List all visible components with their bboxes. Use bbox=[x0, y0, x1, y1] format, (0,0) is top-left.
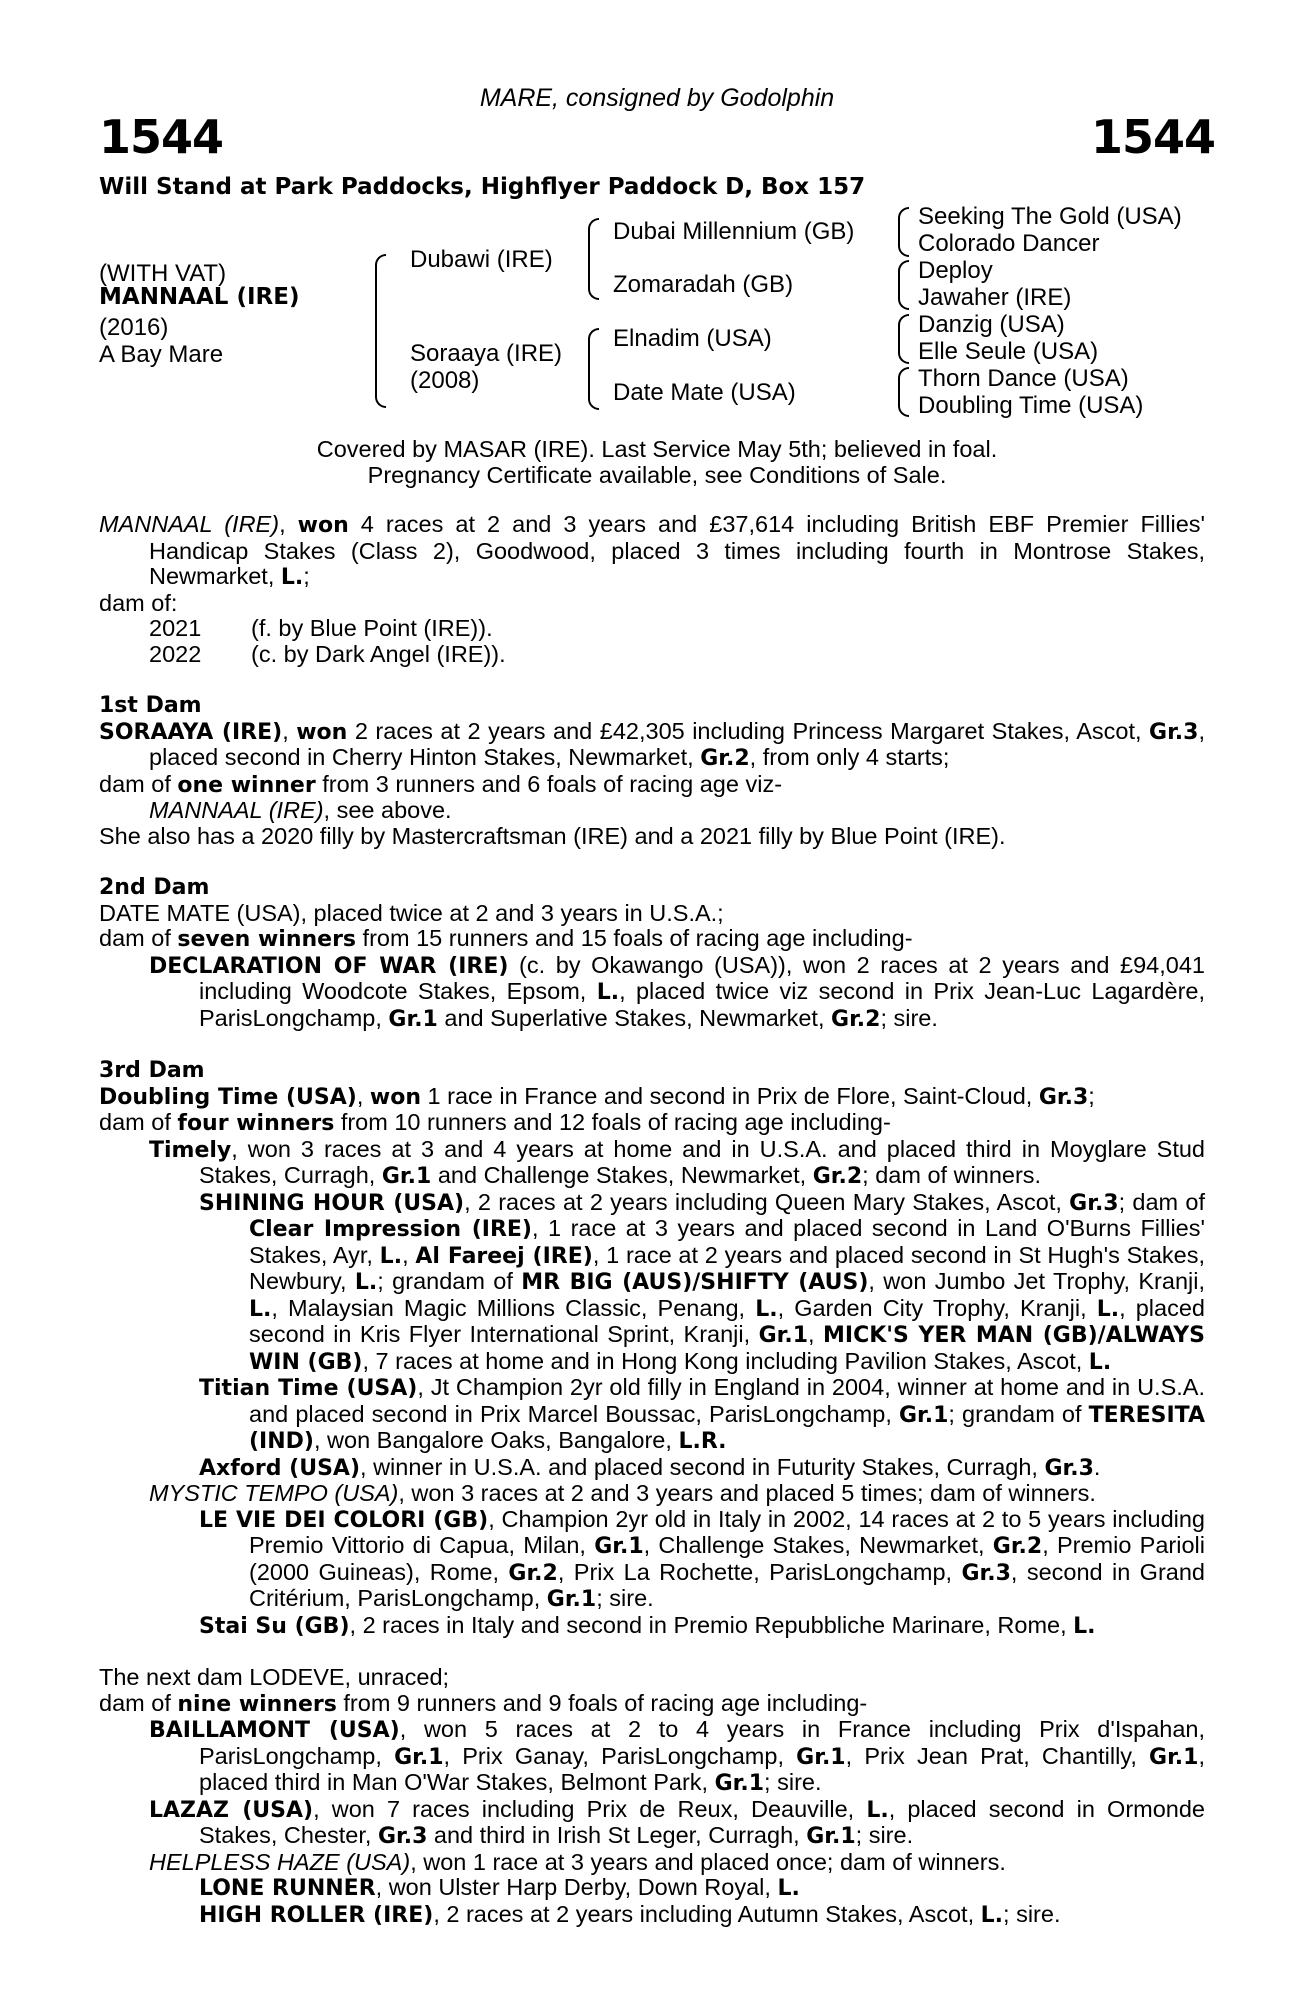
group-label: Gr.1 bbox=[381, 1164, 432, 1189]
record-text: , Premio Parioli (2000 Guineas), Rome, bbox=[249, 1532, 1205, 1585]
record-text: , won Ulster Harp Derby, Down Royal, bbox=[375, 1874, 778, 1900]
produce-name: Axford (USA) bbox=[199, 1455, 361, 1481]
listed-label: L. bbox=[866, 1797, 889, 1823]
produce-titian-time bbox=[99, 1375, 1205, 1455]
listed-label: L. bbox=[980, 1902, 1004, 1928]
second-dam-produce bbox=[99, 953, 1205, 1033]
damof-text: dam of bbox=[99, 925, 178, 951]
group-label: Gr.3 bbox=[1044, 1455, 1094, 1481]
lot-number-left: 1544 bbox=[99, 110, 224, 164]
produce-baillamont bbox=[99, 1717, 1205, 1797]
record-text: ; grandam of bbox=[948, 1400, 1089, 1427]
group-label: Gr.2 bbox=[992, 1534, 1043, 1559]
record-text: , Malaysian Magic Millions Classic, Penang, bbox=[271, 1294, 756, 1321]
produce-name: DECLARATION OF WAR (IRE) bbox=[149, 953, 509, 979]
produce-name: Timely bbox=[149, 1137, 232, 1163]
produce-dam-of: dam of: bbox=[99, 589, 178, 616]
group-label: Gr.3 bbox=[961, 1560, 1011, 1586]
ds-brace bbox=[898, 314, 909, 364]
record-text: , won 3 races at 3 and 4 years at home and in U.S.A. and placed third in Moyglare Stud Stakes, Curragh, bbox=[199, 1135, 1205, 1188]
produce-foal-row bbox=[99, 642, 1205, 668]
record-text: , won 7 races including Prix de Reux, Deauville, bbox=[313, 1795, 867, 1822]
dd-brace bbox=[898, 367, 909, 417]
record-text: ; dam of winners. bbox=[862, 1162, 1042, 1188]
group-label: Gr.3 bbox=[1038, 1084, 1089, 1110]
pregnancy-line: Pregnancy Certificate available, see Conditions of Sale. bbox=[367, 462, 947, 488]
winners-count: seven winners bbox=[177, 927, 357, 952]
produce-timely bbox=[99, 1137, 1205, 1190]
record-text: , Champion 2yr old in Italy in 2002, 14 races at 2 to 5 years including Premio Vittorio di Capua, Milan, bbox=[249, 1505, 1205, 1558]
foal-year: 2021 bbox=[149, 615, 202, 641]
third-dam-record: Doubling Time (USA), won 1 race in France and second in Prix de Flore, Saint-Cloud, Gr.3; bbox=[99, 1082, 1095, 1110]
vat-note: (WITH VAT) bbox=[99, 260, 227, 287]
record-text: . bbox=[1093, 1453, 1101, 1480]
dam-name: Soraaya (IRE) bbox=[410, 340, 563, 367]
damof-text: from 10 runners and 12 foals of racing age including- bbox=[334, 1109, 891, 1135]
group-label: Gr.2 bbox=[508, 1560, 558, 1586]
first-dam-heading: 1st Dam bbox=[99, 693, 202, 718]
record-text: 1 race in France and second in Prix de Flore, Saint-Cloud, bbox=[421, 1082, 1039, 1109]
record-text: , won Jumbo Jet Trophy, Kranji, bbox=[868, 1268, 1205, 1294]
won-label: won bbox=[296, 719, 348, 745]
record-text: ; grandam of bbox=[377, 1268, 522, 1294]
next-dam-record: The next dam LODEVE, unraced; bbox=[99, 1664, 450, 1690]
listed-label: L. bbox=[354, 1270, 378, 1295]
record-text: , 2 races in Italy and second in Premio Repubbliche Marinare, Rome, bbox=[349, 1611, 1074, 1638]
won-label: won bbox=[297, 513, 349, 538]
group-label: Gr.1 bbox=[546, 1587, 597, 1612]
foal-year: 2022 bbox=[149, 640, 202, 667]
record-text: (c. by Okawango (USA)), won 2 races at 2 years and £94,041 including Woodcote Stakes, Epsom, bbox=[199, 951, 1205, 1004]
produce-name: Stai Su (GB) bbox=[199, 1613, 350, 1639]
produce-le-vie-dei-colori bbox=[99, 1507, 1205, 1613]
produce-name: TERESITA (IND) bbox=[249, 1402, 1205, 1454]
listed-label: L. bbox=[755, 1296, 778, 1322]
produce-high-roller bbox=[99, 1902, 1205, 1929]
record-text: ; bbox=[1088, 1082, 1095, 1109]
ss-sire: Seeking The Gold (USA) bbox=[918, 203, 1182, 230]
record-text: , Jt Champion 2yr old filly in England in 2004, winner at home and in U.S.A. and placed second in Prix Marcel Boussac, ParisLongchamp, bbox=[249, 1374, 1205, 1427]
produce-name: LAZAZ (USA) bbox=[149, 1797, 314, 1823]
dam-dam: Date Mate (USA) bbox=[613, 379, 796, 406]
pedigree-brace-main bbox=[375, 254, 386, 408]
next-dam-damof bbox=[99, 1691, 1205, 1718]
listed-label: L. bbox=[379, 1243, 403, 1269]
group-label: Gr.1 bbox=[796, 1744, 846, 1770]
group-label: Gr.1 bbox=[714, 1771, 765, 1796]
damof-text: from 3 runners and 6 foals of racing age viz- bbox=[315, 770, 783, 797]
record-text: ; sire. bbox=[1003, 1900, 1061, 1927]
group-label: Gr.2 bbox=[700, 746, 750, 771]
produce-name: HIGH ROLLER (IRE) bbox=[199, 1902, 434, 1928]
record-text: , bbox=[808, 1321, 823, 1347]
sd-brace bbox=[898, 260, 909, 310]
produce-name: MYSTIC TEMPO (USA) bbox=[149, 1480, 399, 1506]
second-dam-damof bbox=[99, 926, 1205, 953]
produce-lazaz bbox=[99, 1797, 1205, 1850]
produce-axford bbox=[99, 1455, 1205, 1482]
produce-name: Titian Time (USA) bbox=[199, 1376, 418, 1401]
sire-brace bbox=[588, 218, 599, 300]
first-dam-damof bbox=[99, 772, 1205, 799]
group-label: Gr.1 bbox=[394, 1744, 444, 1770]
third-dam-name: Doubling Time (USA) bbox=[99, 1084, 357, 1110]
damof-text: dam of bbox=[99, 1109, 178, 1135]
listed-label: L. bbox=[777, 1876, 800, 1901]
group-label: Gr.3 bbox=[1069, 1190, 1119, 1216]
damof-text: dam of bbox=[99, 770, 178, 797]
record-text: , from only 4 starts; bbox=[749, 744, 950, 770]
damof-text: dam of bbox=[99, 1689, 178, 1716]
sire-sire: Dubai Millennium (GB) bbox=[613, 218, 855, 245]
horse-year: (2016) bbox=[99, 314, 169, 341]
produce-helpless-haze bbox=[99, 1850, 1205, 1876]
third-dam-damof bbox=[99, 1110, 1205, 1137]
group-label: Gr.2 bbox=[831, 1006, 881, 1032]
dd-sire: Thorn Dance (USA) bbox=[918, 365, 1129, 392]
record-text: , placed second in Cherry Hinton Stakes, Newmarket, bbox=[149, 717, 1205, 770]
record-text: , 7 races at home and in Hong Kong including Pavilion Stakes, Ascot, bbox=[362, 1347, 1089, 1374]
first-dam-produce bbox=[99, 798, 1205, 824]
listed-label: L. bbox=[249, 1296, 272, 1322]
second-dam-heading: 2nd Dam bbox=[99, 875, 210, 900]
first-dam-also: She also has a 2020 filly by Mastercraftsman (IRE) and a 2021 filly by Blue Point (IRE). bbox=[99, 822, 1006, 849]
produce-text: 4 races at 2 and 3 years and £37,614 including British EBF Premier Fillies' Handicap Stakes (Class 2), Goodwood, placed 3 times including fourth in Montrose Stakes, Newmarket, bbox=[149, 511, 1205, 589]
group-label: Gr.1 bbox=[806, 1824, 856, 1849]
record-text: , won 3 races at 2 and 3 years and placed 5 times; dam of winners. bbox=[398, 1480, 1096, 1506]
group-label: Gr.1 bbox=[1149, 1744, 1199, 1770]
record-text: ; sire. bbox=[596, 1585, 654, 1611]
record-text: and Superlative Stakes, Newmarket, bbox=[437, 1004, 832, 1031]
produce-name: HELPLESS HAZE (USA) bbox=[149, 1848, 411, 1875]
record-text: , winner in U.S.A. and placed second in Futurity Stakes, Curragh, bbox=[360, 1453, 1045, 1480]
dam-brace bbox=[588, 328, 599, 410]
record-text: , Prix Jean Prat, Chantilly, bbox=[845, 1742, 1150, 1769]
damof-text: from 15 runners and 15 foals of racing age including- bbox=[356, 925, 913, 951]
listed-label: L.R. bbox=[678, 1429, 727, 1454]
horse-name: MANNAAL (IRE) bbox=[99, 284, 300, 310]
produce-name: SHINING HOUR (USA) bbox=[199, 1190, 465, 1216]
won-label: won bbox=[369, 1084, 422, 1110]
dd-dam: Doubling Time (USA) bbox=[918, 392, 1144, 419]
record-text: ; sire. bbox=[764, 1769, 822, 1795]
ss-brace bbox=[898, 207, 909, 257]
record-text: , 1 race at 2 years and placed second in St Hugh's Stakes, Newbury, bbox=[249, 1241, 1205, 1294]
listed-label: L. bbox=[280, 565, 304, 590]
record-text: , won Bangalore Oaks, Bangalore, bbox=[313, 1427, 679, 1453]
see-above: , see above. bbox=[323, 797, 452, 823]
record-text: , 2 races at 2 years including Queen Mary Stakes, Ascot, bbox=[464, 1188, 1070, 1215]
record-text: , won 5 races at 2 to 4 years in France including Prix d'Ispahan, ParisLongchamp, bbox=[199, 1716, 1206, 1769]
record-text: and third in Irish St Leger, Curragh, bbox=[427, 1822, 807, 1848]
produce-text-end: ; bbox=[303, 563, 310, 589]
record-text: , second in Grand Critérium, ParisLongchamp, bbox=[249, 1558, 1205, 1611]
first-dam-record: SORAAYA (IRE), won 2 races at 2 years and £42,305 including Princess Margaret Stakes, Ascot, Gr.3, placed second in Cherry Hinton Stakes, Newmarket, Gr.2, from only 4 starts; bbox=[99, 717, 1205, 771]
produce-name: LE VIE DEI COLORI (GB) bbox=[199, 1507, 489, 1533]
record-text: , 1 race at 3 years and placed second in Land O'Burns Fillies' Stakes, Ayr, bbox=[249, 1215, 1205, 1268]
third-dam-heading: 3rd Dam bbox=[99, 1058, 205, 1083]
covered-line: Covered by MASAR (IRE). Last Service May 5th; believed in foal. bbox=[316, 436, 998, 462]
record-text: ; dam of bbox=[1118, 1188, 1205, 1215]
group-label: Gr.2 bbox=[812, 1164, 863, 1189]
sd-sire: Deploy bbox=[918, 257, 993, 284]
group-label: Gr.1 bbox=[594, 1534, 644, 1559]
produce-name: Al Fareej (IRE) bbox=[415, 1243, 593, 1269]
ds-sire: Danzig (USA) bbox=[918, 311, 1065, 338]
horse-description: A Bay Mare bbox=[99, 341, 224, 368]
record-text: , Prix Ganay, ParisLongchamp, bbox=[443, 1742, 797, 1769]
dam-year: (2008) bbox=[410, 367, 480, 394]
listed-label: L. bbox=[1088, 1349, 1112, 1375]
winners-count: four winners bbox=[177, 1111, 335, 1136]
first-dam-name: SORAAYA (IRE) bbox=[99, 719, 283, 745]
catalogue-body bbox=[99, 512, 1205, 1928]
dam-sire: Elnadim (USA) bbox=[613, 325, 772, 352]
stand-location: Will Stand at Park Paddocks, Highflyer Paddock D, Box 157 bbox=[99, 174, 866, 200]
listed-label: L. bbox=[1073, 1613, 1096, 1639]
produce-name: MANNAAL (IRE) bbox=[149, 797, 324, 823]
group-label: Gr.1 bbox=[388, 1006, 438, 1032]
record-text: , Challenge Stakes, Newmarket, bbox=[643, 1532, 993, 1558]
foal-detail: (f. by Blue Point (IRE)). bbox=[251, 615, 493, 641]
produce-name: BAILLAMONT (USA) bbox=[149, 1718, 400, 1743]
winners-count: nine winners bbox=[177, 1691, 337, 1717]
consignor-line: MARE, consigned by Godolphin bbox=[479, 84, 835, 112]
damof-text: from 9 runners and 9 foals of racing age including- bbox=[336, 1689, 868, 1716]
listed-label: L. bbox=[596, 980, 620, 1005]
group-label: Gr.3 bbox=[1149, 719, 1199, 745]
record-text: , won 1 race at 3 years and placed once; dam of winners. bbox=[410, 1848, 1006, 1875]
record-text: , placed third in Man O'War Stakes, Belmont Park, bbox=[199, 1742, 1205, 1795]
produce-record: MANNAAL (IRE), won 4 races at 2 and 3 years and £37,614 including British EBF Premier Fillies' Handicap Stakes (Class 2), Goodwood, placed 3 times including fourth in Montrose Stakes, Newmarket, L.; bbox=[99, 511, 1205, 590]
record-text: 2 races at 2 years and £42,305 including Princess Margaret Stakes, Ascot, bbox=[347, 717, 1150, 744]
produce-foal-row bbox=[99, 616, 1205, 642]
produce-name: MICK'S YER MAN (GB)/ALWAYS WIN (GB) bbox=[249, 1323, 1206, 1375]
produce-shining-hour bbox=[99, 1190, 1205, 1376]
record-text: ; sire. bbox=[855, 1822, 914, 1848]
second-dam-record: DATE MATE (USA), placed twice at 2 and 3 years in U.S.A.; bbox=[99, 899, 724, 926]
group-label: Gr.1 bbox=[758, 1323, 809, 1348]
record-text: ; sire. bbox=[880, 1004, 938, 1031]
sire-name: Dubawi (IRE) bbox=[410, 246, 553, 273]
lot-number-right: 1544 bbox=[1090, 110, 1215, 164]
produce-name: LONE RUNNER bbox=[199, 1876, 376, 1901]
ss-dam: Colorado Dancer bbox=[918, 230, 1100, 257]
record-text: , placed second in Ormonde Stakes, Chester, bbox=[199, 1795, 1205, 1848]
record-text: , Garden City Trophy, Kranji, bbox=[777, 1294, 1097, 1321]
produce-name: Clear Impression (IRE) bbox=[249, 1217, 532, 1242]
record-text: and Challenge Stakes, Newmarket, bbox=[431, 1162, 813, 1188]
produce-lone-runner bbox=[99, 1875, 1205, 1902]
foal-detail: (c. by Dark Angel (IRE)). bbox=[251, 640, 506, 667]
record-text: , 2 races at 2 years including Autumn Stakes, Ascot, bbox=[433, 1900, 981, 1927]
record-text: , placed second in Kris Flyer International Sprint, Kranji, bbox=[249, 1294, 1205, 1347]
listed-label: L. bbox=[1096, 1296, 1120, 1322]
produce-mystic-tempo bbox=[99, 1481, 1205, 1507]
produce-stai-su bbox=[99, 1613, 1205, 1640]
group-label: Gr.1 bbox=[898, 1402, 949, 1428]
record-text: , bbox=[402, 1241, 416, 1268]
record-text: , Prix La Rochette, ParisLongchamp, bbox=[557, 1558, 962, 1585]
produce-name: MR BIG (AUS)/SHIFTY (AUS) bbox=[521, 1270, 869, 1295]
sire-dam: Zomaradah (GB) bbox=[613, 271, 794, 298]
sd-dam: Jawaher (IRE) bbox=[918, 284, 1072, 311]
winners-count: one winner bbox=[177, 772, 316, 798]
produce-name: MANNAAL (IRE) bbox=[99, 511, 280, 537]
group-label: Gr.3 bbox=[377, 1824, 428, 1849]
record-text: , placed twice viz second in Prix Jean-Luc Lagardère, ParisLongchamp, bbox=[199, 978, 1205, 1031]
ds-dam: Elle Seule (USA) bbox=[918, 338, 1099, 365]
